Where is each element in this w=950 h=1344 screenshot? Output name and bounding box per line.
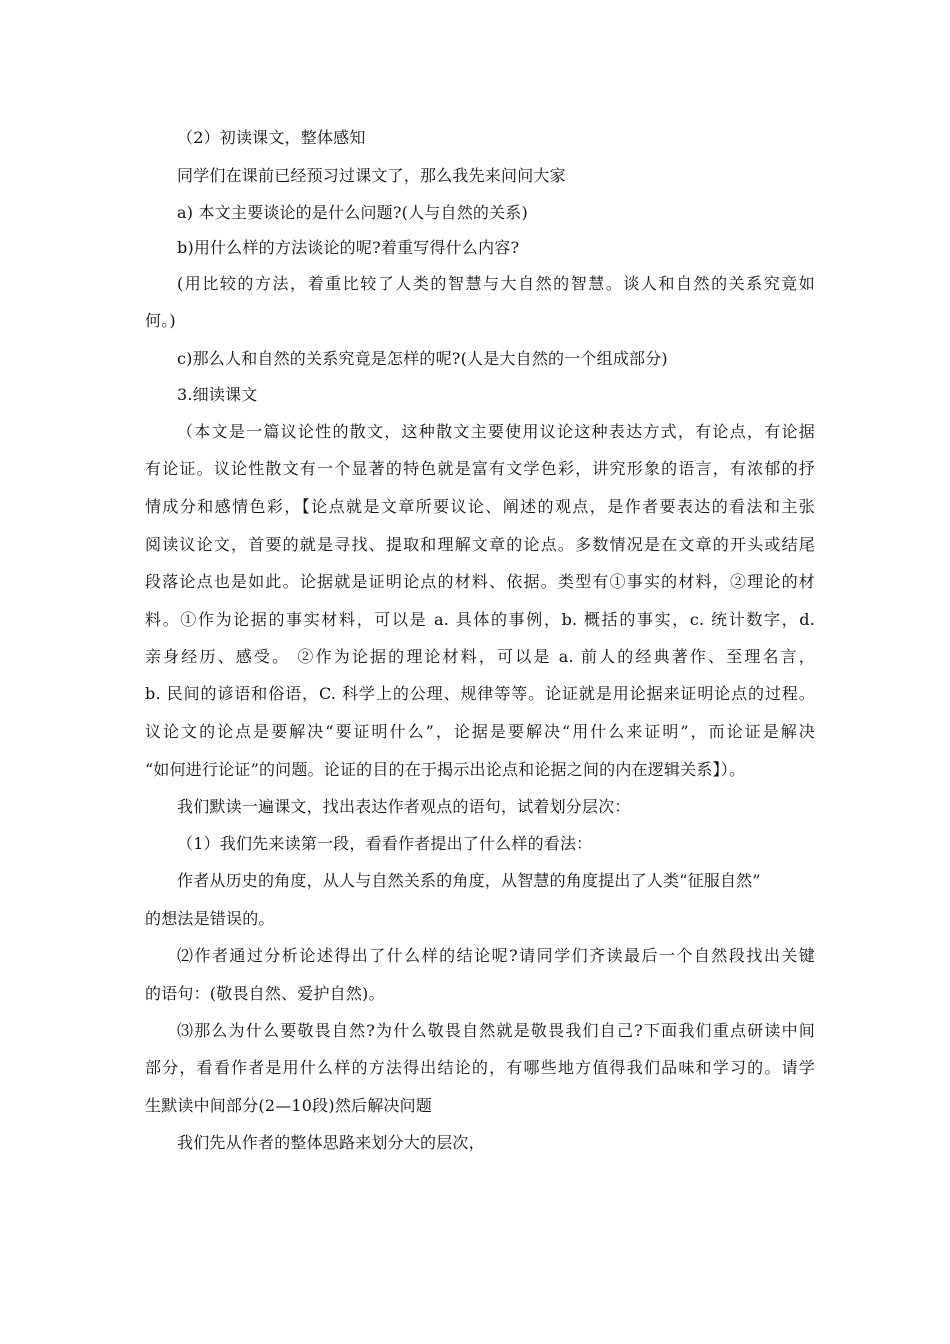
text-line: 的想法是错误的。: [145, 909, 275, 928]
text-line: (用比较的方法，着重比较了人类的智慧与大自然的智慧。谈人和自然的关系究竟如: [177, 274, 815, 293]
text-line: a) 本文主要谈论的是什么问题?(人与自然的关系): [177, 203, 528, 222]
text-line: 料。①作为论据的事实材料，可以是 a. 具体的事例，b. 概括的事实，c. 统计数字，d.: [145, 610, 815, 629]
text-line: b)用什么样的方法谈论的呢?着重写得什么内容?: [177, 238, 520, 257]
text-line: 的语句：(敬畏自然、爱护自然)。: [145, 984, 385, 1003]
text-line: 何。): [145, 311, 176, 330]
text-line: （2）初读课文，整体感知: [177, 128, 366, 147]
text-line: 部分，看看作者是用什么样的方法得出结论的，有哪些地方值得我们品味和学习的。请学: [145, 1058, 815, 1077]
text-line: b. 民间的谚语和俗语，C. 科学上的公理、规律等等。论证就是用论据来证明论点的过程。: [145, 684, 815, 703]
text-line: 议论文的论点是要解决“要证明什么”，论据是要解决“用什么来证明”，而论证是解决: [145, 722, 815, 741]
text-line: ⑶那么为什么要敬畏自然?为什么敬畏自然就是敬畏我们自己?下面我们重点研读中间: [177, 1021, 815, 1040]
text-line: 3.细读课文: [177, 385, 258, 404]
text-line: 作者从历史的角度，从人与自然关系的角度，从智慧的角度提出了人类“征服自然”: [177, 871, 761, 890]
text-line: 我们默读一遍课文，找出表达作者观点的语句，试着划分层次：: [177, 797, 631, 816]
text-line: （1）我们先来读第一段，看看作者提出了什么样的看法：: [177, 834, 593, 853]
text-line: c)那么人和自然的关系究竟是怎样的呢?(人是大自然的一个组成部分): [177, 349, 668, 368]
text-line: 阅读议论文，首要的就是寻找、提取和理解文章的论点。多数情况是在文章的开头或结尾: [145, 535, 815, 554]
text-line: 段落论点也是如此。论据就是证明论点的材料、依据。类型有①事实的材料，②理论的材: [145, 572, 815, 591]
text-line: ⑵作者通过分析论述得出了什么样的结论呢?请同学们齐读最后一个自然段找出关键: [177, 946, 815, 965]
text-line: （本文是一篇议论性的散文，这种散文主要使用议论这种表达方式，有论点，有论据: [177, 422, 815, 441]
text-line: 生默读中间部分(2—10段)然后解决问题: [145, 1096, 433, 1115]
text-line: “如何进行论证”的问题。论证的目的在于揭示出论点和论据之间的内在逻辑关系】）。: [145, 760, 746, 779]
text-line: 情成分和感情色彩，【论点就是文章所要议论、阐述的观点，是作者要表达的看法和主张: [145, 497, 815, 516]
text-line: 亲身经历、感受。 ②作为论据的理论材料，可以是 a. 前人的经典著作、至理名言，: [145, 647, 815, 666]
text-line: 同学们在课前已经预习过课文了，那么我先来问问大家: [177, 166, 566, 185]
text-line: 有论证。议论性散文有一个显著的特色就是富有文学色彩，讲究形象的语言，有浓郁的抒: [145, 459, 815, 478]
text-line: 我们先从作者的整体思路来划分大的层次，: [177, 1133, 485, 1152]
